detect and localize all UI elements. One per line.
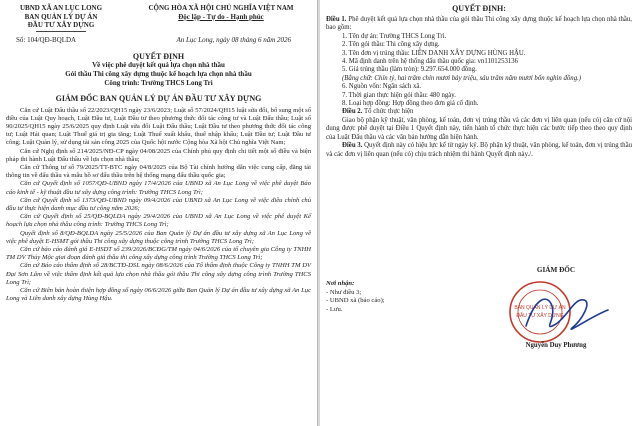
- article-item: 2. Tên gói thầu: Thi công xây dựng.: [342, 41, 440, 49]
- seal-text: BAN QUẢN LÝ DỰ ÁN: [514, 305, 566, 311]
- recipient: - Như điều 3;: [326, 288, 362, 296]
- article-3-text: Quyết định này có hiệu lực kể từ ngày ký. Bộ phận kỹ thuật, văn phòng, kế toán, đơn vị trúng thầu và các đơn vị liên quan (nếu có) chịu trách nhiệm thi hành Quyết định này./.: [326, 142, 632, 158]
- nation-line: CỘNG HÒA XÃ HỘI CHỦ NGHĨA VIỆT NAM: [148, 4, 294, 12]
- article-item: 5. Giá trúng thầu (làm tròn): 9.297.654.000 đồng.: [342, 66, 477, 74]
- doc-number: Số: 104/QĐ-BQLDA: [16, 35, 77, 44]
- subject-line: Về việc phê duyệt kết quả lựa chọn nhà thầu: [92, 60, 225, 69]
- basis-paragraph: Căn cứ Quyết định số 1057/QĐ-UBND ngày 17/4/2026 của UBND xã An Lục Long về việc phê duyệt Báo cáo kinh tế - kỹ thuật đầu tư xây dựng công trình: Trường THCS Long Trì;: [6, 180, 311, 196]
- legal-basis: [6, 107, 311, 304]
- article-1-head: Điều 1.: [326, 16, 347, 23]
- recipients-head: Nơi nhận:: [326, 280, 355, 287]
- basis-paragraph: Căn cứ Luật Đấu thầu số 22/2023/QH15 ngày 23/6/2023; Luật số 57/2024/QH15 luật sửa đổi, bổ sung một số điều của Luật Quy hoạch, Luật Đầu tư, Luật Đầu tư theo phương thức đối tác công tư và Luật Đấu thầu; Luật số 90/2025/QH15 ngày 25/6/2025 quy định Luật sửa đổi Luật Đấu thầu; Luật Đầu tư theo phương thức đối tác công tư; Luật Hải quan; Luật Thuế giá trị gia tăng; Luật Thuế xuất khẩu, thuế nhập khẩu; Luật Đầu tư; Luật Đầu tư công; Luật Quản lý, sử dụng tài sản công 2025 của Quốc hội nước Cộng hòa Xã hội Chủ nghĩa Việt Nam;: [6, 106, 311, 147]
- article-1: [326, 16, 632, 33]
- subject-line: Gói thầu Thi công xây dựng thuộc kế hoạch lựa chọn nhà thầu: [65, 69, 252, 78]
- signature-area: [326, 266, 632, 426]
- article-item: 8. Loại hợp đồng: Hợp đồng theo đơn giá cố định.: [342, 100, 479, 108]
- signer-block: [486, 266, 626, 349]
- doc-title: QUYẾT ĐỊNH: [132, 51, 185, 61]
- recipient: - UBND xã (báo cáo);: [326, 297, 385, 304]
- basis-paragraph: Căn cứ Biên bản hoàn thiện hợp đồng số ngày 06/6/2026 giữa Ban Quản lý Dự án đầu tư xây dựng xã An Lục Long và Liên danh xây dựng Hùng Hậu.: [6, 286, 311, 303]
- article-item: 4. Mã định danh trên hệ thống dấu thầu quốc gia: vn1101253136: [342, 58, 519, 66]
- motto: Độc lập - Tự do - Hạnh phúc: [178, 12, 264, 21]
- recipients-block: [326, 280, 446, 314]
- basis-paragraph: Căn cứ Quyết định số 25/QĐ-BQLDA ngày 29/4/2026 của UBND xã An Lục Long về việc phê duyệt Kế hoạch lựa chọn nhà thầu công trình: Trường THCS Long Trì;: [6, 213, 311, 229]
- basis-paragraph: Căn cứ Nghị định số 214/2025/NĐ-CP ngày 04/08/2025 của Chính phủ quy định chi tiết một số điều và biện pháp thi hành Luật Đấu thầu về lựa chọn nhà thầu;: [6, 147, 311, 163]
- document-page-left: [0, 0, 318, 426]
- document-header: [6, 4, 311, 32]
- document-meta: [6, 36, 311, 44]
- article-2-head: Điều 2.: [342, 108, 363, 116]
- agency-line: ĐẦU TƯ XÂY DỰNG: [27, 21, 95, 29]
- decision-title: QUYẾT ĐỊNH:: [452, 4, 506, 13]
- basis-paragraph: Căn cứ Thông tư số 79/2025/TT-BTC ngày 04/8/2025 của Bộ Tài chính hướng dẫn việc cung cấp, đăng tải thông tin về đấu thầu và mẫu hồ sơ đấu thầu trên hệ thống mạng đấu thầu quốc gia;: [6, 163, 311, 180]
- signer-name: Nguyễn Duy Phương: [525, 342, 587, 349]
- nation-block: [131, 4, 311, 32]
- agency-underline: [36, 31, 86, 32]
- basis-paragraph: Quyết định số 8/QĐ-BQLDA ngày 25/5/2026 của Ban Quản lý Dự án đầu tư xây dựng xã An Lục Long về việc phê duyệt E-HSMT gói thầu Thi công xây dựng thuộc công trình Trường THCS Long Trì;: [6, 229, 311, 245]
- official-seal: [510, 282, 570, 342]
- seal-and-signature: [496, 276, 616, 348]
- seal-text: ĐẦU TƯ XÂY DỰNG: [516, 313, 564, 319]
- subject-line: Công trình: Trường THCS Long Trì: [104, 78, 213, 87]
- article-1-items-2: [326, 83, 632, 108]
- signer-role: GIÁM ĐỐC: [536, 266, 576, 274]
- article-2-title: Tổ chức thực hiện: [363, 108, 414, 116]
- article-1-items: [326, 33, 632, 75]
- basis-paragraph: Căn cứ báo cáo đánh giá E-HSDT số 239/2026/BCĐG/TM ngày 04/6/2026 của tổ chuyên gia Công ty TNHH TM DV Thủy Mộc giai đoạn đánh giá thầu thi công xây dựng công trình Trường THCS Long Trì;: [6, 245, 311, 262]
- article-item: 3. Tên đơn vị trúng thầu: LIÊN DANH XÂY DỰNG HÙNG HẬU.: [342, 49, 526, 57]
- doc-subject: [6, 61, 311, 88]
- recipient: - Lưu.: [326, 305, 343, 313]
- article-3: [326, 142, 632, 159]
- article-item: 7. Thời gian thực hiện gói thầu: 480 ngày.: [342, 91, 456, 99]
- doc-date: An Lục Long, ngày 08 tháng 6 năm 2026: [176, 35, 291, 44]
- article-item: 6. Nguồn vốn: Ngân sách xã.: [342, 83, 422, 91]
- article-3-head: Điều 3.: [342, 142, 363, 150]
- agency-line: BAN QUẢN LÝ DỰ ÁN: [24, 12, 98, 21]
- amount-in-words: (Bằng chữ: Chín tỷ, hai trăm chín mươi bảy triệu, sáu trăm năm mươi bốn nghìn đồng.): [342, 74, 582, 82]
- agency-block: [6, 4, 116, 32]
- document-page-right: [320, 0, 640, 426]
- article-item: 1. Tên dự án: Trường THCS Long Trì.: [342, 32, 447, 40]
- basis-paragraph: Căn cứ Quyết định số 1373/QĐ-UBND ngày 09/4/2026 của UBND xã An Lục Long về việc điều chỉnh chủ đầu tư thực hiện danh mục đầu tư công năm 2026;: [6, 196, 311, 212]
- basis-paragraph: Căn cứ Báo cáo thẩm định số 28/BCTĐ-DSL ngày 08/6/2026 của Tổ thẩm định thuộc Công ty TNHH TM DV Đại Sơn Lâm về việc thẩm định kết quả lựa chọn nhà thầu gói thầu Thi công xây dựng công trình Trường THCS Long Trì;: [6, 262, 311, 286]
- doc-issuer: GIÁM ĐỐC BAN QUẢN LÝ DỰ ÁN ĐẦU TƯ XÂY DỰNG: [55, 93, 262, 103]
- article-2-text: Giao bộ phận kỹ thuật, văn phòng, kế toán, đơn vị trúng thầu và các đơn vị liên quan (nếu có) căn cứ nội dung được phê duyệt tại Điều 1 Quyết định này, tiến hành tổ chức thực hiện các bước tiếp theo theo quy định của Luật Đấu thầu và các văn bản hướng dẫn hiện hành.: [326, 116, 632, 141]
- agency-line: UBND XÃ AN LỤC LONG: [19, 4, 103, 12]
- article-1-intro: Phê duyệt kết quả lựa chọn nhà thầu của gói thầu Thi công xây dựng thuộc kế hoạch lựa chọn nhà thầu, bao gồm:: [326, 16, 632, 32]
- article-2: [326, 108, 632, 116]
